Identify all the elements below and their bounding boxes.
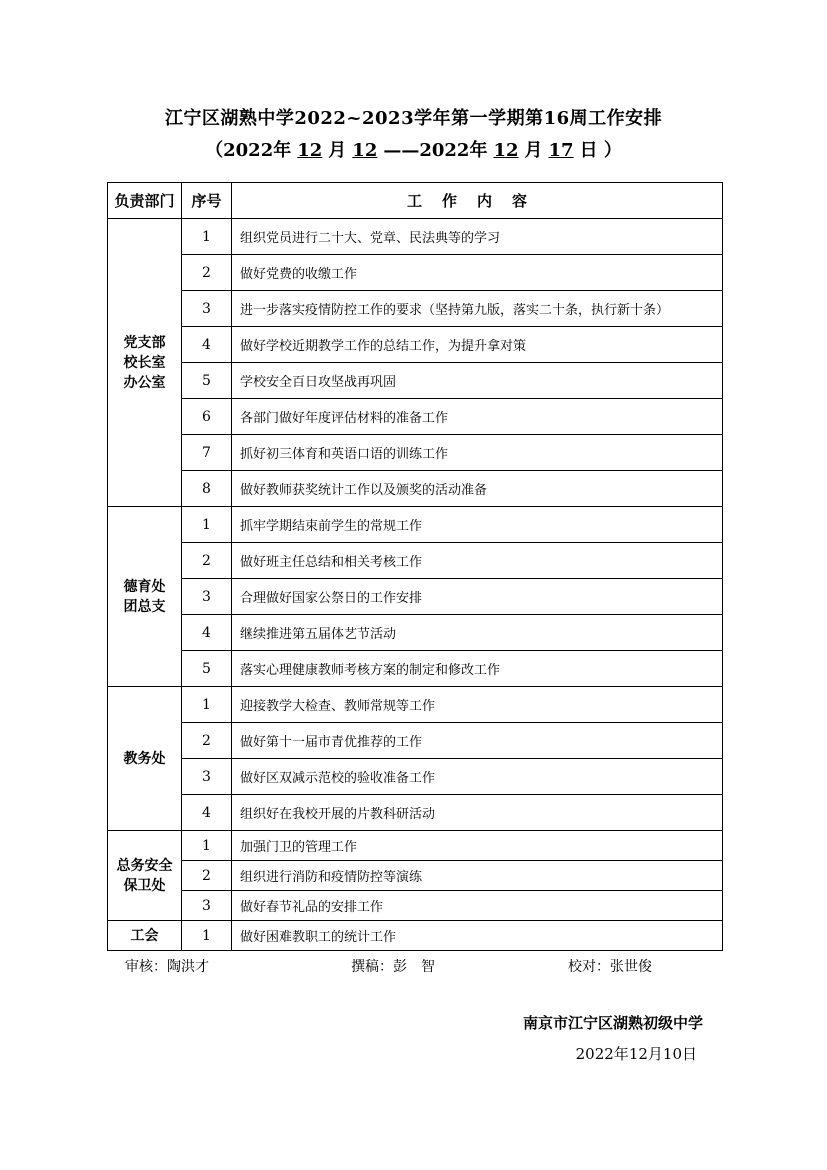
- school-name: 南京市江宁区湖熟初级中学: [522, 1014, 703, 1032]
- item-number: 2: [182, 861, 232, 891]
- item-number: 2: [182, 543, 232, 579]
- task-text: 落实心理健康教师考核方案的制定和修改工作: [232, 651, 723, 687]
- item-number: 4: [182, 327, 232, 363]
- item-number: 2: [182, 255, 232, 291]
- task-text: 学校安全百日攻坚战再巩固: [232, 363, 723, 399]
- item-number: 4: [182, 795, 232, 831]
- item-number: 6: [182, 399, 232, 435]
- department-cell: 教务处: [108, 687, 182, 831]
- task-text: 做好区双减示范校的验收准备工作: [232, 759, 723, 795]
- item-number: 1: [182, 831, 232, 861]
- month-char-1: 月: [328, 140, 347, 161]
- table-row: [108, 219, 723, 255]
- schedule-body: [108, 219, 723, 951]
- table-row: [108, 759, 723, 795]
- table-row: [108, 651, 723, 687]
- end-year: 2022年: [419, 140, 488, 161]
- table-row: [108, 615, 723, 651]
- item-number: 1: [182, 219, 232, 255]
- issue-date: 2022年12月10日: [575, 1045, 697, 1063]
- table-row: [108, 891, 723, 921]
- table-row: [108, 363, 723, 399]
- header-number: 序号: [182, 183, 232, 219]
- table-row: [108, 327, 723, 363]
- item-number: 1: [182, 921, 232, 951]
- task-text: 组织好在我校开展的片教科研活动: [232, 795, 723, 831]
- date-range-open: （: [205, 140, 224, 161]
- table-row: [108, 471, 723, 507]
- start-year: 2022年: [223, 140, 292, 161]
- task-text: 组织党员进行二十大、党章、民法典等的学习: [232, 219, 723, 255]
- task-text: 加强门卫的管理工作: [232, 831, 723, 861]
- date-range: [0, 136, 827, 162]
- writer: 撰稿：彭 智: [351, 959, 435, 975]
- table-row: [108, 831, 723, 861]
- table-row: [108, 723, 723, 759]
- schedule-table: [107, 182, 723, 951]
- task-text: 抓牢学期结束前学生的常规工作: [232, 507, 723, 543]
- item-number: 5: [182, 363, 232, 399]
- table-row: [108, 579, 723, 615]
- item-number: 8: [182, 471, 232, 507]
- table-row: [108, 399, 723, 435]
- task-text: 迎接教学大检查、教师常规等工作: [232, 687, 723, 723]
- header-department: 负责部门: [108, 183, 182, 219]
- item-number: 7: [182, 435, 232, 471]
- item-number: 3: [182, 579, 232, 615]
- item-number: 3: [182, 759, 232, 795]
- month-char-2: 月: [524, 140, 543, 161]
- document-title: 江宁区湖熟中学2022~2023学年第一学期第16周工作安排: [164, 108, 663, 129]
- department-cell: 党支部 校长室 办公室: [108, 219, 182, 507]
- table-row: [108, 543, 723, 579]
- table-row: [108, 507, 723, 543]
- table-row: [108, 795, 723, 831]
- table-row: [108, 921, 723, 951]
- table-row: [108, 861, 723, 891]
- task-text: 做好学校近期教学工作的总结工作，为提升拿对策: [232, 327, 723, 363]
- task-text: 各部门做好年度评估材料的准备工作: [232, 399, 723, 435]
- item-number: 3: [182, 291, 232, 327]
- task-text: 继续推进第五届体艺节活动: [232, 615, 723, 651]
- item-number: 3: [182, 891, 232, 921]
- header-content: 工作内容: [232, 183, 723, 219]
- table-row: [108, 687, 723, 723]
- item-number: 5: [182, 651, 232, 687]
- task-text: 抓好初三体育和英语口语的训练工作: [232, 435, 723, 471]
- task-text: 进一步落实疫情防控工作的要求（坚持第九版，落实二十条，执行新十条）: [232, 291, 723, 327]
- start-day: 12: [352, 140, 378, 161]
- end-month: 12: [493, 140, 519, 161]
- task-text: 做好党费的收缴工作: [232, 255, 723, 291]
- reviewer: 审核：陶洪才: [125, 959, 209, 975]
- task-text: 做好春节礼品的安排工作: [232, 891, 723, 921]
- item-number: 4: [182, 615, 232, 651]
- item-number: 1: [182, 507, 232, 543]
- start-month: 12: [297, 140, 323, 161]
- date-range-dash: ——: [383, 140, 420, 161]
- task-text: 做好班主任总结和相关考核工作: [232, 543, 723, 579]
- department-cell: 工会: [108, 921, 182, 951]
- task-text: 合理做好国家公祭日的工作安排: [232, 579, 723, 615]
- item-number: 1: [182, 687, 232, 723]
- item-number: 2: [182, 723, 232, 759]
- end-day: 17: [548, 140, 574, 161]
- task-text: 做好第十一届市青优推荐的工作: [232, 723, 723, 759]
- task-text: 做好困难教职工的统计工作: [232, 921, 723, 951]
- table-row: [108, 255, 723, 291]
- task-text: 组织进行消防和疫情防控等演练: [232, 861, 723, 891]
- proofreader: 校对：张世俊: [568, 959, 652, 975]
- department-cell: 总务安全 保卫处: [108, 831, 182, 921]
- department-cell: 德育处 团总支: [108, 507, 182, 687]
- task-text: 做好教师获奖统计工作以及颁奖的活动准备: [232, 471, 723, 507]
- day-char: 日: [579, 140, 598, 161]
- date-range-close: ）: [603, 140, 622, 161]
- table-row: [108, 435, 723, 471]
- table-row: [108, 291, 723, 327]
